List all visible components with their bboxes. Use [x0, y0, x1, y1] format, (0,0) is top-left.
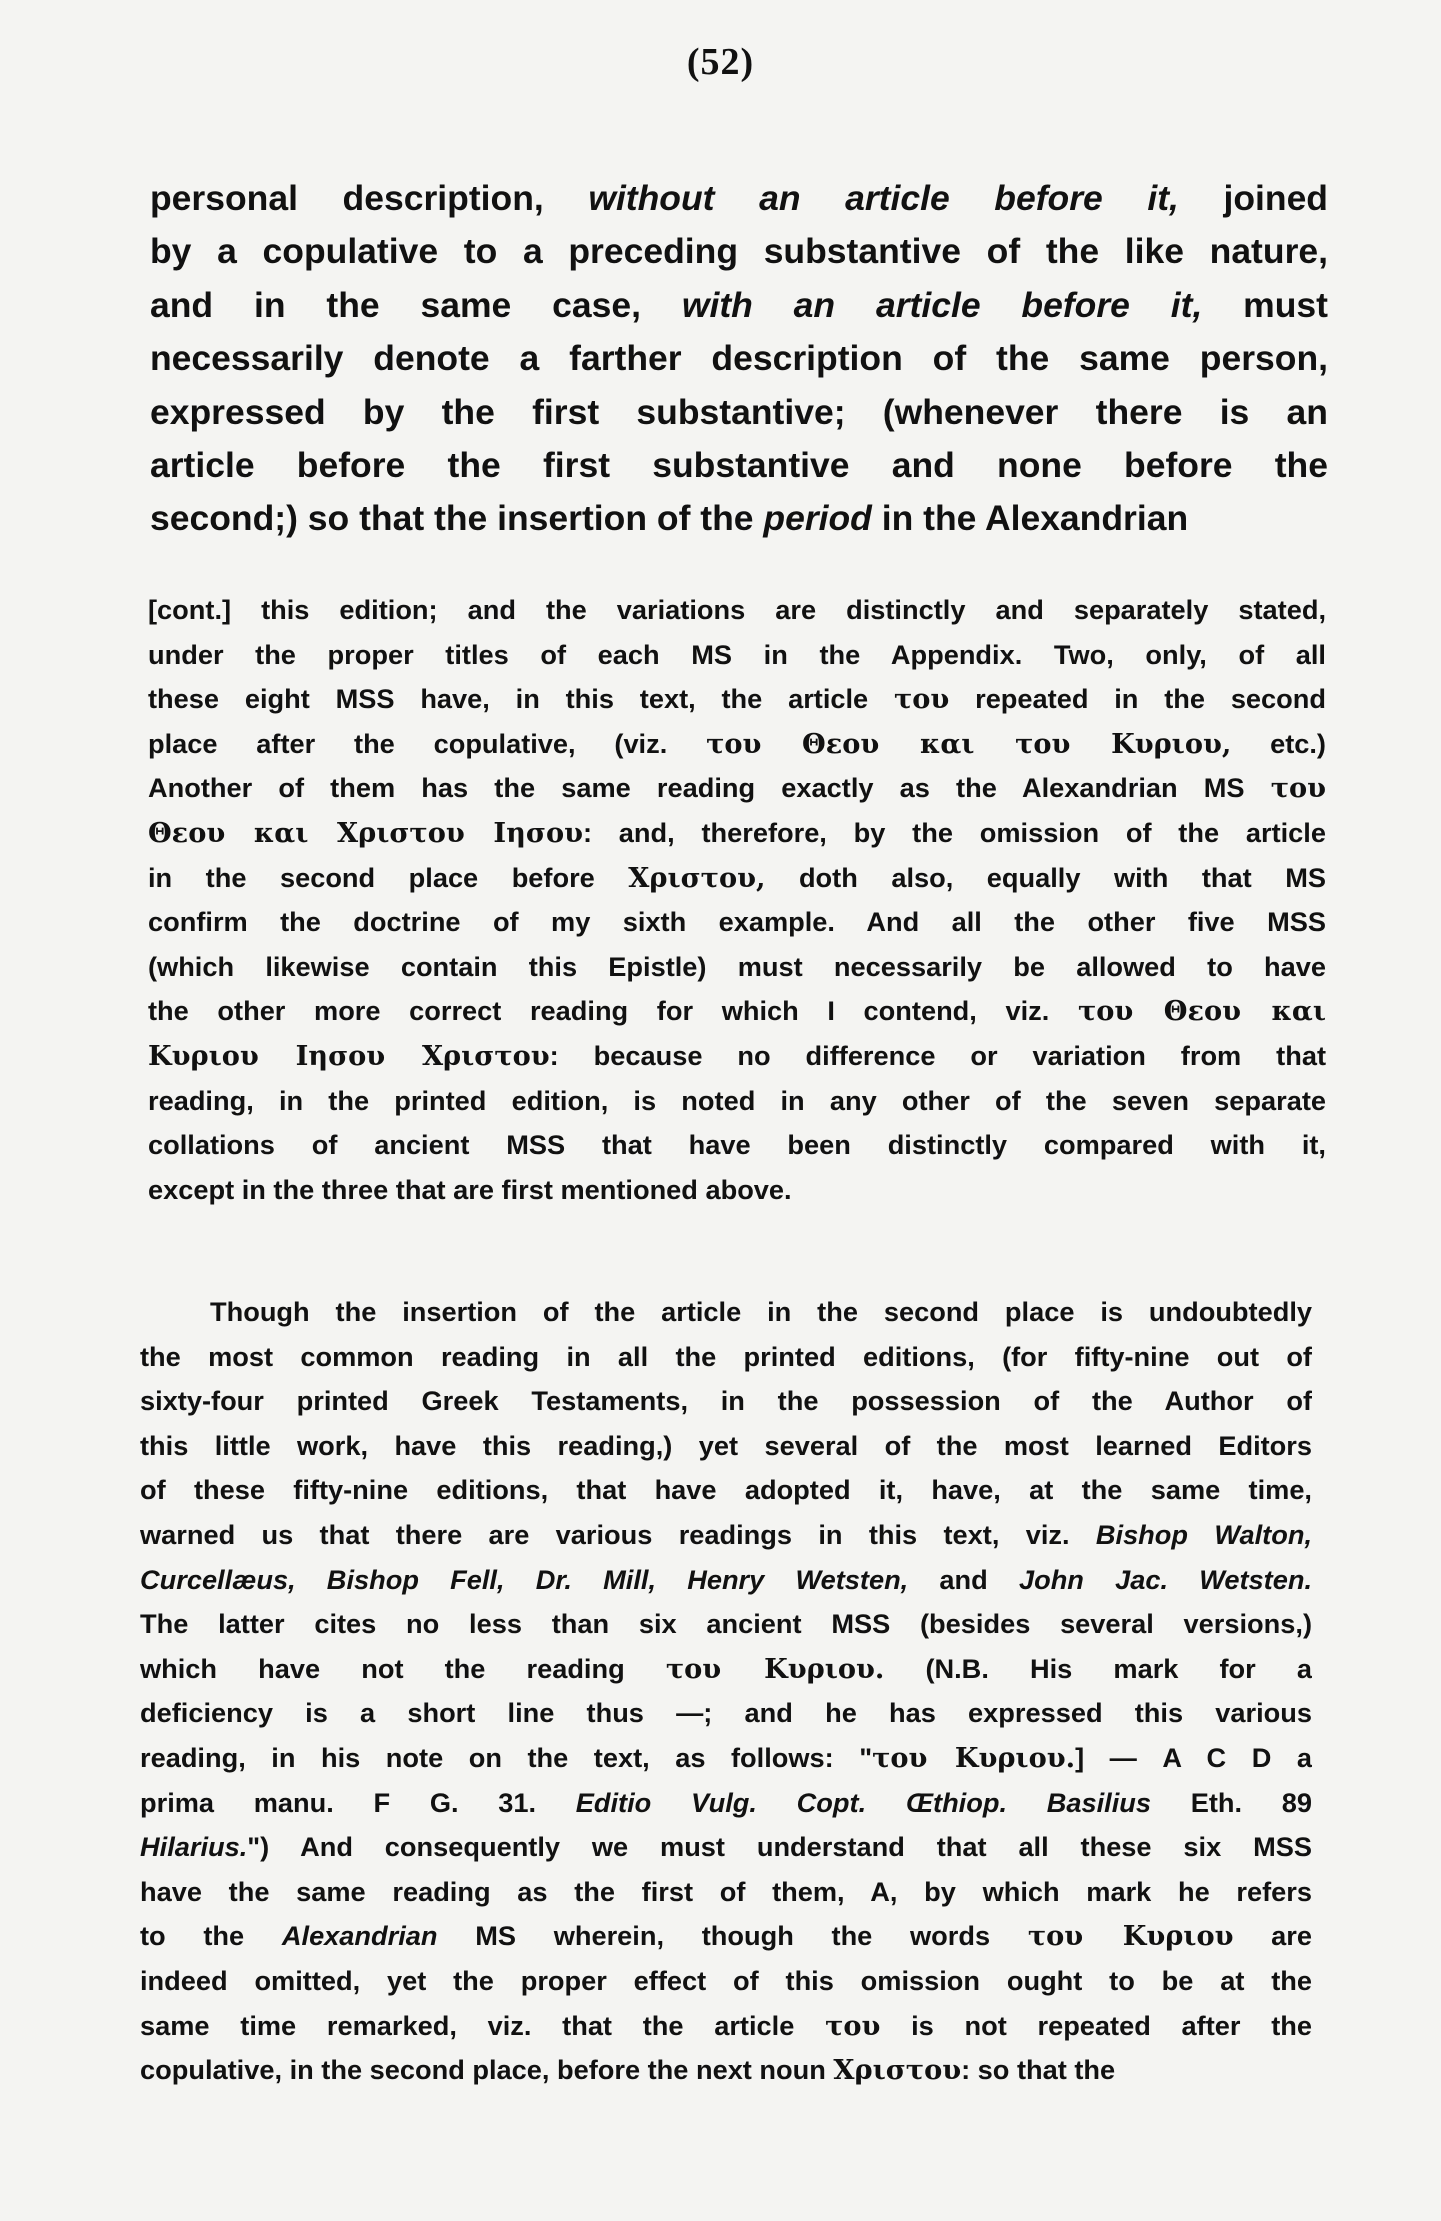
- text-line: [148, 945, 1326, 990]
- text-run: Hilarius.: [140, 1831, 248, 1863]
- text-line: [148, 1168, 1326, 1213]
- text-run: which have not the reading: [140, 1652, 666, 1684]
- text-run: period: [763, 498, 872, 539]
- text-line: [140, 1290, 1312, 1335]
- text-run: Κυριου Ιησου Χριστου: [148, 1039, 550, 1072]
- text-line: [140, 1335, 1312, 1380]
- text-run: copulative, in the second place, before the next noun: [140, 2054, 834, 2086]
- text-line: [148, 1034, 1326, 1079]
- text-line: [140, 1781, 1312, 1826]
- text-line: [148, 900, 1326, 945]
- text-run: is not repeated after the: [880, 2009, 1312, 2041]
- text-line: [140, 1959, 1312, 2004]
- text-run: John Jac. Wetsten.: [1018, 1563, 1312, 1595]
- text-run: του Κυριου.: [872, 1741, 1076, 1774]
- text-run: under the proper titles of each MS in the Appendix. Two, only, of all: [148, 638, 1326, 670]
- text-line: [140, 1825, 1312, 1870]
- text-run: The latter cites no less than six ancient MSS (besides several versions,): [140, 1608, 1312, 1640]
- text-line: [140, 1558, 1312, 1603]
- text-run: indeed omitted, yet the proper effect of this omission ought to be at the: [140, 1964, 1312, 1996]
- text-run: of these fifty-nine editions, that have adopted it, have, at the same time,: [140, 1474, 1312, 1506]
- text-run: reading, in his note on the text, as follows: ": [140, 1741, 873, 1773]
- text-run: [cont.] this edition; and the variations are distinctly and separately stated,: [148, 594, 1326, 625]
- text-run: Χριστου,: [628, 861, 766, 894]
- text-run: warned us that there are various readings in this text, viz.: [140, 1518, 1096, 1550]
- text-line: [140, 1691, 1312, 1736]
- text-line: [148, 722, 1326, 767]
- text-run: MS wherein, though the words: [437, 1920, 1028, 1952]
- text-line: [140, 1914, 1312, 1959]
- text-run: the most common reading in all the printed editions, (for fifty-nine out of: [140, 1340, 1312, 1372]
- text-run: doth also, equally with that MS: [765, 861, 1326, 893]
- text-line: [150, 225, 1328, 278]
- second-paragraph: [140, 1290, 1312, 2093]
- text-line: [150, 172, 1328, 225]
- text-line: [140, 1736, 1312, 1781]
- text-run: sixty-four printed Greek Testaments, in the possession of the Author of: [140, 1385, 1312, 1417]
- text-run: same time remarked, viz. that the article: [140, 2009, 826, 2041]
- text-run: Curcellæus, Bishop Fell, Dr. Mill, Henry Wetsten,: [140, 1563, 909, 1595]
- text-line: [148, 1123, 1326, 1168]
- text-line: [148, 633, 1326, 678]
- footnote-continuation: [148, 588, 1326, 1212]
- text-run: article before the first substantive and none before the: [150, 445, 1328, 486]
- text-line: [150, 492, 1328, 545]
- text-run: must: [1202, 284, 1328, 325]
- text-line: [140, 1424, 1312, 1469]
- text-line: [148, 1079, 1326, 1124]
- text-run: deficiency is a short line thus —; and he has expressed this various: [140, 1697, 1312, 1729]
- text-line: [140, 2048, 1312, 2093]
- text-line: [150, 279, 1328, 332]
- text-line: [148, 588, 1326, 633]
- text-line: [148, 811, 1326, 856]
- text-line: [150, 386, 1328, 439]
- text-run: : because no difference or variation from that: [549, 1039, 1326, 1071]
- text-run: του: [1270, 772, 1326, 805]
- text-line: [148, 856, 1326, 901]
- text-run: του Κυριου: [1027, 1920, 1234, 1953]
- text-run: repeated in the second: [949, 683, 1326, 715]
- text-run: this little work, have this reading,) yet several of the most learned Editors: [140, 1429, 1312, 1461]
- text-run: του: [894, 683, 950, 716]
- text-run: Θεου και Χριστου Ιησου: [148, 816, 583, 849]
- text-run: are: [1233, 1920, 1312, 1952]
- text-run: Another of them has the same reading exactly as the Alexandrian MS: [148, 772, 1271, 804]
- text-run: except in the three that are first mentioned above.: [148, 1173, 792, 1205]
- text-run: (N.B. His mark for a: [884, 1652, 1312, 1684]
- main-paragraph: [150, 172, 1328, 546]
- text-run: prima manu. F G. 31.: [140, 1786, 576, 1818]
- text-run: του Κυριου.: [665, 1652, 885, 1685]
- text-run: etc.): [1231, 727, 1326, 759]
- text-run: joined: [1178, 178, 1328, 218]
- text-run: confirm the doctrine of my sixth example. And all the other five MSS: [148, 906, 1326, 938]
- text-line: [150, 332, 1328, 385]
- text-run: (which likewise contain this Epistle) must necessarily be allowed to have: [148, 950, 1326, 982]
- text-line: [148, 989, 1326, 1034]
- text-run: του Θεου και: [1077, 995, 1326, 1028]
- text-run: place after the copulative, (viz.: [148, 727, 707, 759]
- text-run: ] — A C D a: [1075, 1741, 1312, 1773]
- text-run: second;) so that the insertion of the: [150, 498, 764, 539]
- page-number: (52): [686, 41, 755, 83]
- text-run: to the: [140, 1920, 282, 1952]
- text-run: and in the same case,: [150, 284, 682, 325]
- text-line: [140, 1468, 1312, 1513]
- text-run: expressed by the first substantive; (whenever there is an: [150, 391, 1328, 432]
- text-run: personal description,: [150, 178, 589, 218]
- text-run: in the second place before: [148, 861, 629, 893]
- text-run: : and, therefore, by the omission of the article: [582, 816, 1326, 848]
- text-run: with an article before it,: [681, 284, 1203, 325]
- text-run: Bishop Walton,: [1095, 1518, 1312, 1550]
- text-run: necessarily denote a farther description of the same person,: [150, 338, 1328, 379]
- text-run: του Θεου και του Κυριου,: [706, 727, 1232, 760]
- text-run: have the same reading as the first of them, A, by which mark he refers: [140, 1875, 1312, 1907]
- text-line: [140, 1379, 1312, 1424]
- text-run: Eth. 89: [1150, 1786, 1312, 1818]
- text-run: reading, in the printed edition, is noted in any other of the seven separate: [148, 1084, 1326, 1116]
- text-run: Alexandrian: [281, 1920, 438, 1952]
- text-line: [148, 677, 1326, 722]
- text-line: [140, 1602, 1312, 1647]
- text-line: [140, 1647, 1312, 1692]
- text-line: [140, 1513, 1312, 1558]
- text-line: [140, 2004, 1312, 2049]
- text-line: [140, 1870, 1312, 1915]
- text-run: by a copulative to a preceding substantive of the like nature,: [150, 231, 1328, 272]
- text-run: ") And consequently we must understand that all these six MSS: [247, 1831, 1312, 1863]
- text-run: and: [908, 1563, 1019, 1595]
- text-run: του: [825, 2009, 881, 2042]
- text-line: [150, 439, 1328, 492]
- text-run: the other more correct reading for which I contend, viz.: [148, 995, 1078, 1027]
- text-run: in the Alexandrian: [871, 498, 1189, 539]
- text-run: collations of ancient MSS that have been distinctly compared with it,: [148, 1129, 1326, 1161]
- text-run: Though the insertion of the article in the second place is undoubtedly: [210, 1296, 1312, 1327]
- text-line: [148, 766, 1326, 811]
- text-run: Χριστου: [833, 2054, 962, 2087]
- text-run: without an article before it,: [588, 178, 1179, 218]
- text-run: : so that the: [961, 2054, 1116, 2086]
- text-run: these eight MSS have, in this text, the article: [148, 683, 894, 715]
- text-run: Editio Vulg. Copt. Œthiop. Basilius: [575, 1786, 1151, 1818]
